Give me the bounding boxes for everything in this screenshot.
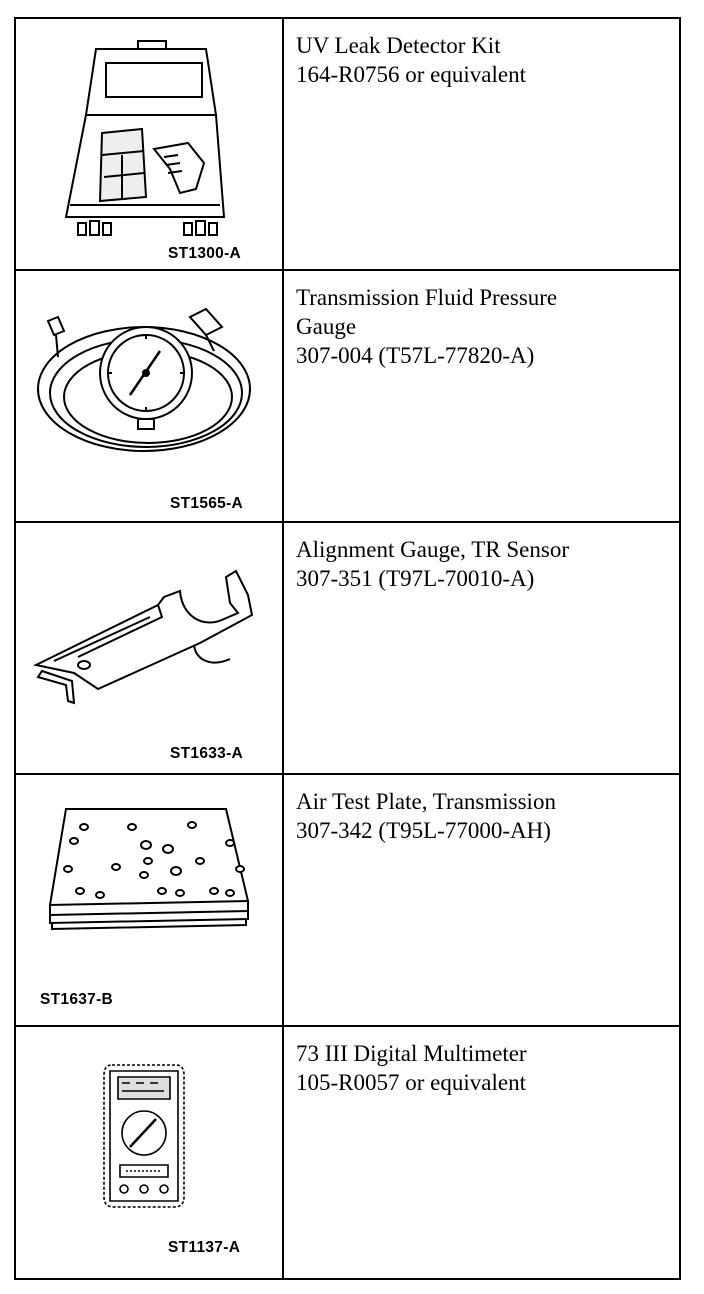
tool-description-cell [284,1027,679,1278]
tool-description-cell [284,523,679,773]
tool-description-cell [284,775,679,1025]
tool-description-cell [284,19,679,269]
alignment-gauge-illustration [32,553,262,713]
tool-illustration-cell [16,775,284,1025]
special-tools-table [14,17,681,1280]
air-test-plate-illustration [44,805,268,965]
digital-multimeter-illustration [102,1061,186,1211]
tool-name-line1: Transmission Fluid Pressure [296,285,558,310]
tool-code: ST1633-A [170,745,244,762]
tool-name: UV Leak Detector Kit [296,33,501,58]
tool-code: ST1300-A [168,245,242,262]
tool-description-cell [284,271,679,521]
tool-row-uv-leak-detector [16,19,679,271]
tool-row-digital-multimeter [16,1027,679,1278]
tool-code: ST1565-A [170,495,244,512]
tool-part-number: 307-351 (T97L-70010-A) [296,566,535,591]
tool-row-air-test-plate [16,775,679,1027]
tool-code: ST1137-A [168,1239,241,1256]
tool-part-number: 105-R0057 or equivalent [296,1070,526,1095]
tool-illustration-cell [16,19,284,269]
tool-row-alignment-gauge [16,523,679,775]
tool-illustration-cell [16,1027,284,1278]
tool-row-pressure-gauge [16,271,679,523]
tool-name: 73 III Digital Multimeter [296,1041,527,1066]
tool-name-line2: Gauge [296,314,357,339]
tool-part-number: 307-004 (T57L-77820-A) [296,343,535,368]
tool-name: Air Test Plate, Transmission [296,789,556,814]
tool-name: Alignment Gauge, TR Sensor [296,537,569,562]
tool-part-number: 164-R0756 or equivalent [296,62,526,87]
tool-part-number: 307-342 (T95L-77000-AH) [296,818,551,843]
uv-leak-detector-kit-illustration [56,37,246,237]
pressure-gauge-illustration [34,297,266,467]
tool-illustration-cell [16,271,284,521]
tool-code: ST1637-B [40,991,114,1008]
tool-illustration-cell [16,523,284,773]
